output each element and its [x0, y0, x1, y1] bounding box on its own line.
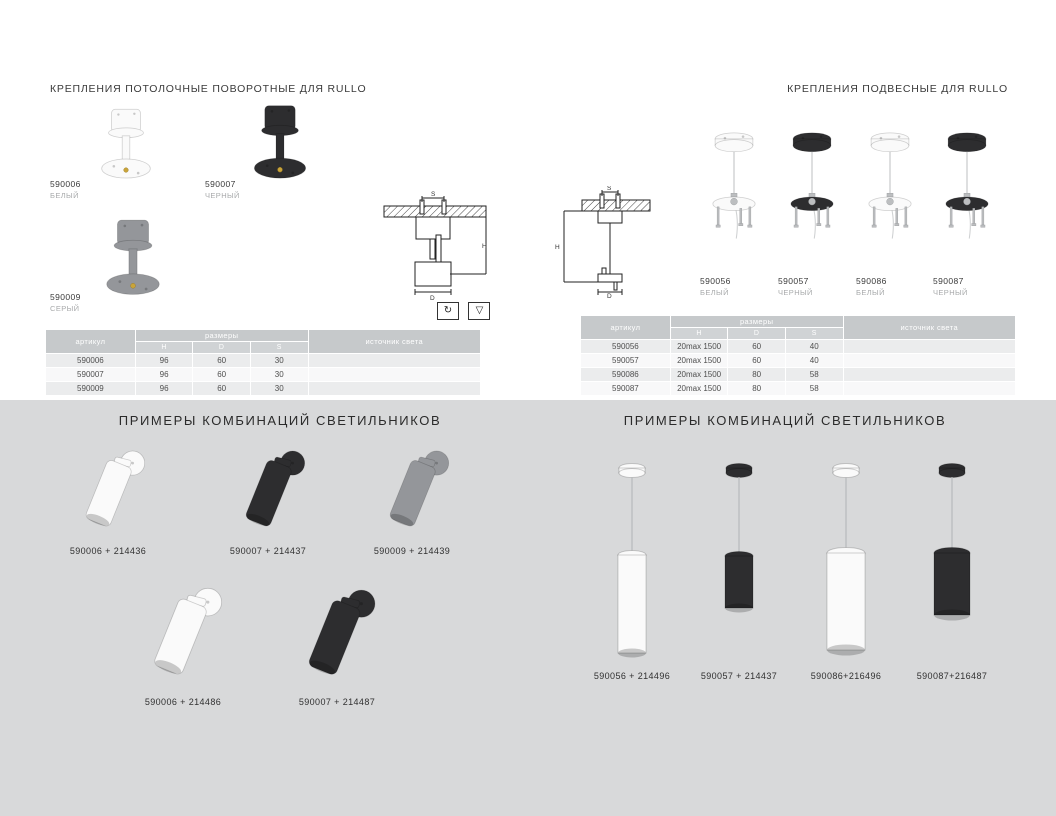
- combo-image-590056-214496: [592, 460, 672, 660]
- cell-d: 60: [728, 340, 786, 354]
- combo-label: 590006 + 214486: [144, 697, 222, 707]
- header-h: H: [135, 342, 193, 354]
- section-title-pendant-mounts: КРЕПЛЕНИЯ ПОДВЕСНЫЕ ДЛЯ RULLO: [787, 83, 1008, 95]
- combo-label: 590009 + 214439: [373, 546, 451, 556]
- product-label-590087: [933, 276, 968, 297]
- dim-label-s: S: [607, 186, 612, 192]
- table-row: [581, 340, 1016, 354]
- cell-article: 590057: [581, 354, 671, 368]
- article-number: 590006: [50, 179, 81, 189]
- product-image-590086: [856, 112, 924, 270]
- spec-table-pendant: [580, 315, 1016, 396]
- cell-article: 590006: [46, 354, 136, 368]
- cell-source: [843, 340, 1015, 354]
- table-row: [46, 354, 481, 368]
- cell-s: 30: [250, 382, 308, 396]
- header-sizes: размеры: [135, 330, 308, 342]
- header-article: артикул: [46, 330, 136, 354]
- combo-label: 590007 + 214487: [298, 697, 376, 707]
- cell-d: 80: [728, 368, 786, 382]
- cell-source: [843, 354, 1015, 368]
- combo-image-590057-214437: [699, 460, 779, 660]
- product-image-590006: [88, 102, 164, 194]
- cell-s: 58: [785, 382, 843, 396]
- article-number: 590087: [933, 276, 964, 286]
- header-article: артикул: [581, 316, 671, 340]
- cell-s: 40: [785, 340, 843, 354]
- cell-article: 590056: [581, 340, 671, 354]
- cell-d: 60: [193, 354, 251, 368]
- table-row: [581, 368, 1016, 382]
- table-row: [581, 382, 1016, 396]
- cell-d: 60: [728, 354, 786, 368]
- cell-d: 60: [193, 368, 251, 382]
- cell-article: 590009: [46, 382, 136, 396]
- cell-source: [843, 368, 1015, 382]
- color-name: БЕЛЫЙ: [50, 191, 79, 200]
- header-sizes: размеры: [670, 316, 843, 328]
- combos-left-title: ПРИМЕРЫ КОМБИНАЦИЙ СВЕТИЛЬНИКОВ: [118, 413, 442, 428]
- color-name: ЧЕРНЫЙ: [933, 288, 968, 297]
- table-row: [46, 382, 481, 396]
- cell-source: [308, 368, 480, 382]
- product-label-590006: [50, 179, 81, 200]
- cell-source: [308, 382, 480, 396]
- cell-s: 40: [785, 354, 843, 368]
- header-s: S: [250, 342, 308, 354]
- color-name: ЧЕРНЫЙ: [778, 288, 813, 297]
- cell-h: 20max 1500: [670, 382, 728, 396]
- spec-table-swivel: [45, 329, 481, 396]
- combo-label: 590086+216496: [810, 671, 882, 681]
- cell-article: 590087: [581, 382, 671, 396]
- combo-image-590007-214437: [218, 442, 322, 540]
- header-s: S: [785, 328, 843, 340]
- feature-icons: [437, 300, 495, 320]
- color-name: БЕЛЫЙ: [856, 288, 885, 297]
- product-label-590007: [205, 179, 240, 200]
- product-label-590056: [700, 276, 731, 297]
- technical-drawing-swivel: [378, 190, 492, 300]
- tilt-angle-icon: ▽: [468, 302, 490, 320]
- article-number: 590007: [205, 179, 236, 189]
- dim-label-h: H: [482, 243, 487, 250]
- combo-image-590007-214487: [282, 580, 390, 690]
- product-image-590057: [778, 112, 846, 270]
- product-image-590009: [92, 212, 174, 312]
- combo-image-590006-214436: [58, 442, 162, 540]
- combo-image-590006-214486: [126, 578, 238, 690]
- cell-s: 30: [250, 354, 308, 368]
- combo-image-590009-214439: [362, 442, 466, 540]
- article-number: 590086: [856, 276, 887, 286]
- article-number: 590056: [700, 276, 731, 286]
- cell-h: 20max 1500: [670, 340, 728, 354]
- combo-label: 590006 + 214436: [69, 546, 147, 556]
- dim-label-d: D: [430, 295, 435, 300]
- header-h: H: [670, 328, 728, 340]
- combo-image-590087-216487: [912, 460, 992, 660]
- cell-source: [843, 382, 1015, 396]
- cell-s: 58: [785, 368, 843, 382]
- table-row: [46, 368, 481, 382]
- header-light-source: источник света: [843, 316, 1015, 340]
- dim-label-s: S: [431, 191, 436, 198]
- cell-h: 20max 1500: [670, 368, 728, 382]
- combo-label: 590007 + 214437: [229, 546, 307, 556]
- article-number: 590009: [50, 292, 81, 302]
- combo-label: 590057 + 214437: [700, 671, 778, 681]
- cell-s: 30: [250, 368, 308, 382]
- dim-label-d: D: [607, 293, 612, 298]
- product-image-590087: [933, 112, 1001, 270]
- table-row: [581, 354, 1016, 368]
- cell-article: 590086: [581, 368, 671, 382]
- article-number: 590057: [778, 276, 809, 286]
- combo-image-590086-216496: [806, 460, 886, 660]
- color-name: ЧЕРНЫЙ: [205, 191, 240, 200]
- product-label-590057: [778, 276, 813, 297]
- combo-label: 590056 + 214496: [593, 671, 671, 681]
- cell-source: [308, 354, 480, 368]
- cell-h: 96: [135, 354, 193, 368]
- cell-h: 20max 1500: [670, 354, 728, 368]
- product-label-590086: [856, 276, 887, 297]
- cell-d: 80: [728, 382, 786, 396]
- section-title-swivel-mounts: КРЕПЛЕНИЯ ПОТОЛОЧНЫЕ ПОВОРОТНЫЕ ДЛЯ RULLO: [50, 83, 367, 95]
- color-name: СЕРЫЙ: [50, 304, 80, 313]
- cell-d: 60: [193, 382, 251, 396]
- technical-drawing-pendant: [552, 186, 656, 298]
- dim-label-h: H: [555, 244, 560, 251]
- header-d: D: [193, 342, 251, 354]
- combos-right-title: ПРИМЕРЫ КОМБИНАЦИЙ СВЕТИЛЬНИКОВ: [623, 413, 947, 428]
- product-image-590056: [700, 112, 768, 270]
- rotation-icon: ↻: [437, 302, 459, 320]
- product-label-590009: [50, 292, 81, 313]
- color-name: БЕЛЫЙ: [700, 288, 729, 297]
- combo-label: 590087+216487: [916, 671, 988, 681]
- cell-article: 590007: [46, 368, 136, 382]
- cell-h: 96: [135, 368, 193, 382]
- header-light-source: источник света: [308, 330, 480, 354]
- header-d: D: [728, 328, 786, 340]
- cell-h: 96: [135, 382, 193, 396]
- product-image-590007: [240, 99, 320, 194]
